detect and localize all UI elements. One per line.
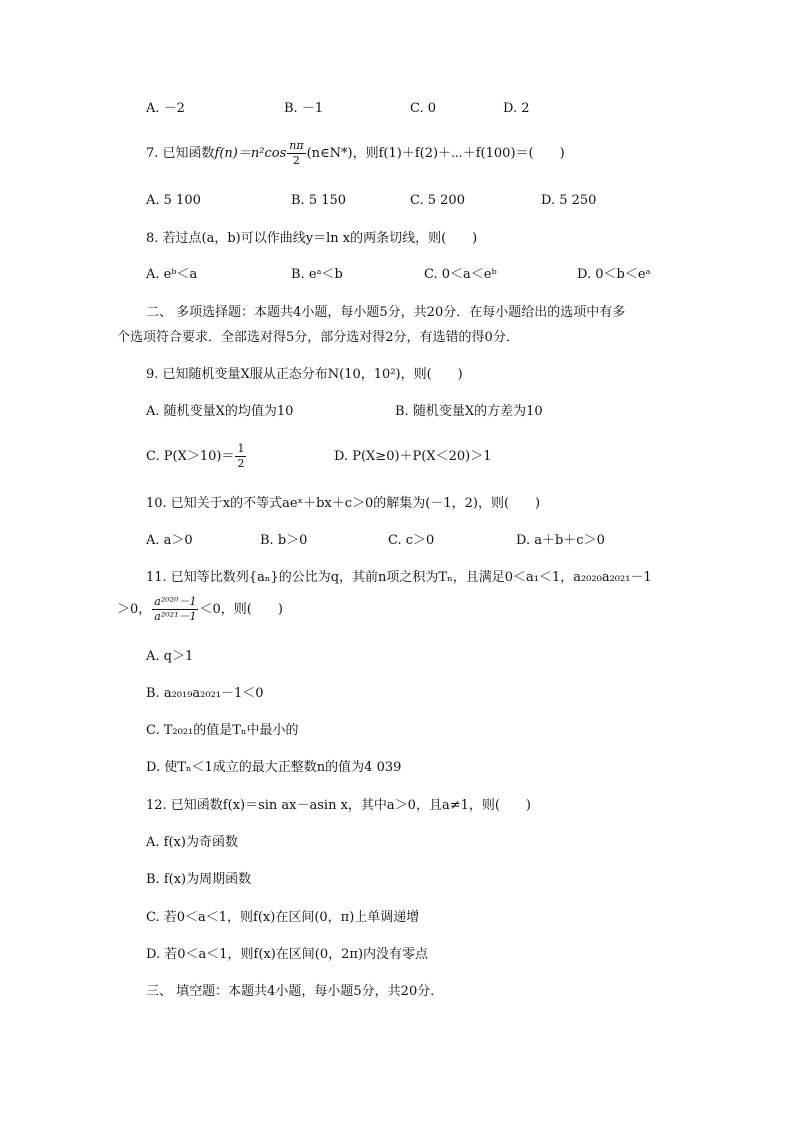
q8-option-a: A. eᵇ＜a — [146, 267, 198, 282]
q8-option-d: D. 0＜b＜eᵃ — [577, 267, 651, 282]
q11-option-b: B. a₂₀₁₉a₂₀₂₁－1＜0 — [146, 686, 264, 701]
q7-fraction-denominator: 2 — [292, 154, 300, 167]
section3-heading: 三、 填空题：本题共4小题，每小题5分，共20分． — [146, 984, 444, 999]
q9-stem: 9. 已知随机变量X服从正态分布N(10，10²)，则( ) — [146, 367, 463, 382]
q9-option-c — [146, 441, 247, 473]
q11-fraction-numerator: a²⁰²⁰－1 — [154, 595, 197, 608]
q7-suffix: (n∈N*)，则f(1)＋f(2)＋⋯＋f(100)＝( ) — [306, 146, 565, 161]
q9-option-a: A. 随机变量X的均值为10 — [146, 404, 294, 419]
q7-fraction — [287, 139, 305, 168]
q8-stem: 8. 若过点(a，b)可以作曲线y＝ln x的两条切线，则( ) — [146, 231, 478, 246]
q12-stem: 12. 已知函数f(x)＝sin ax－asin x，其中a＞0，且a≠1，则( ) — [146, 798, 532, 813]
q7-fraction-numerator: nπ — [289, 139, 304, 152]
q7-prefix: 7. 已知函数 — [146, 146, 215, 161]
q11-option-d: D. 使Tₙ＜1成立的最大正整数n的值为4 039 — [146, 760, 402, 775]
q7-function: f(n)＝n²cos — [214, 146, 287, 161]
q6-option-d: D. 2 — [503, 101, 530, 116]
q11-line2-suffix: ＜0，则( ) — [199, 602, 283, 617]
q9-option-b: B. 随机变量X的方差为10 — [395, 404, 543, 419]
q10-option-c: C. c＞0 — [388, 533, 435, 548]
section2-heading-line2: 个选项符合要求．全部选对得5分，部分选对得2分，有选错的得0分． — [117, 330, 519, 345]
q11-line2-prefix: ＞0， — [117, 602, 152, 617]
q11-fraction — [152, 595, 198, 624]
q9-option-c-denominator: 2 — [237, 457, 245, 470]
q7-option-c: C. 5 200 — [410, 193, 465, 208]
q10-option-a: A. a＞0 — [146, 533, 193, 548]
q10-option-b: B. b＞0 — [260, 533, 308, 548]
q11-fraction-denominator: a²⁰²¹－1 — [154, 610, 197, 623]
q12-option-a: A. f(x)为奇函数 — [146, 835, 238, 850]
q10-stem: 10. 已知关于x的不等式aeˣ＋bx＋c＞0的解集为(－1，2)，则( ) — [146, 496, 541, 511]
q11-option-c: C. T₂₀₂₁的值是Tₙ中最小的 — [146, 723, 299, 738]
q8-option-b: B. eᵃ＜b — [291, 267, 343, 282]
q6-option-a: A. －2 — [146, 101, 185, 116]
q12-option-d: D. 若0＜a＜1，则f(x)在区间(0，2π)内没有零点 — [146, 947, 429, 962]
q6-option-b: B. －1 — [284, 101, 324, 116]
q11-stem-line1: 11. 已知等比数列{aₙ}的公比为q，其前n项之积为Tₙ，且满足0＜a₁＜1，a₂₀₂₀a₂₀₂₁－1 — [146, 570, 652, 585]
q7-option-b: B. 5 150 — [291, 193, 347, 208]
q11-option-a: A. q＞1 — [146, 649, 194, 664]
q7-option-a: A. 5 100 — [146, 193, 201, 208]
section2-heading-line1: 二、 多项选择题：本题共4小题，每小题5分，共20分．在每小题给出的选项中有多 — [146, 305, 626, 320]
q10-option-d: D. a＋b＋c＞0 — [516, 533, 605, 548]
q7-option-d: D. 5 250 — [541, 193, 597, 208]
q6-option-c: C. 0 — [410, 101, 437, 116]
q9-option-c-fraction — [235, 442, 246, 471]
q8-option-c: C. 0＜a＜eᵇ — [424, 267, 497, 282]
q11-stem-line2 — [117, 594, 283, 626]
q7-stem — [146, 138, 565, 170]
q9-option-c-numerator: 1 — [237, 442, 245, 455]
q12-option-c: C. 若0＜a＜1，则f(x)在区间(0，π)上单调递增 — [146, 910, 420, 925]
q9-option-c-prefix: C. P(X＞10)＝ — [146, 449, 235, 464]
q12-option-b: B. f(x)为周期函数 — [146, 872, 252, 887]
q9-option-d: D. P(X≥0)＋P(X＜20)＞1 — [334, 449, 492, 464]
